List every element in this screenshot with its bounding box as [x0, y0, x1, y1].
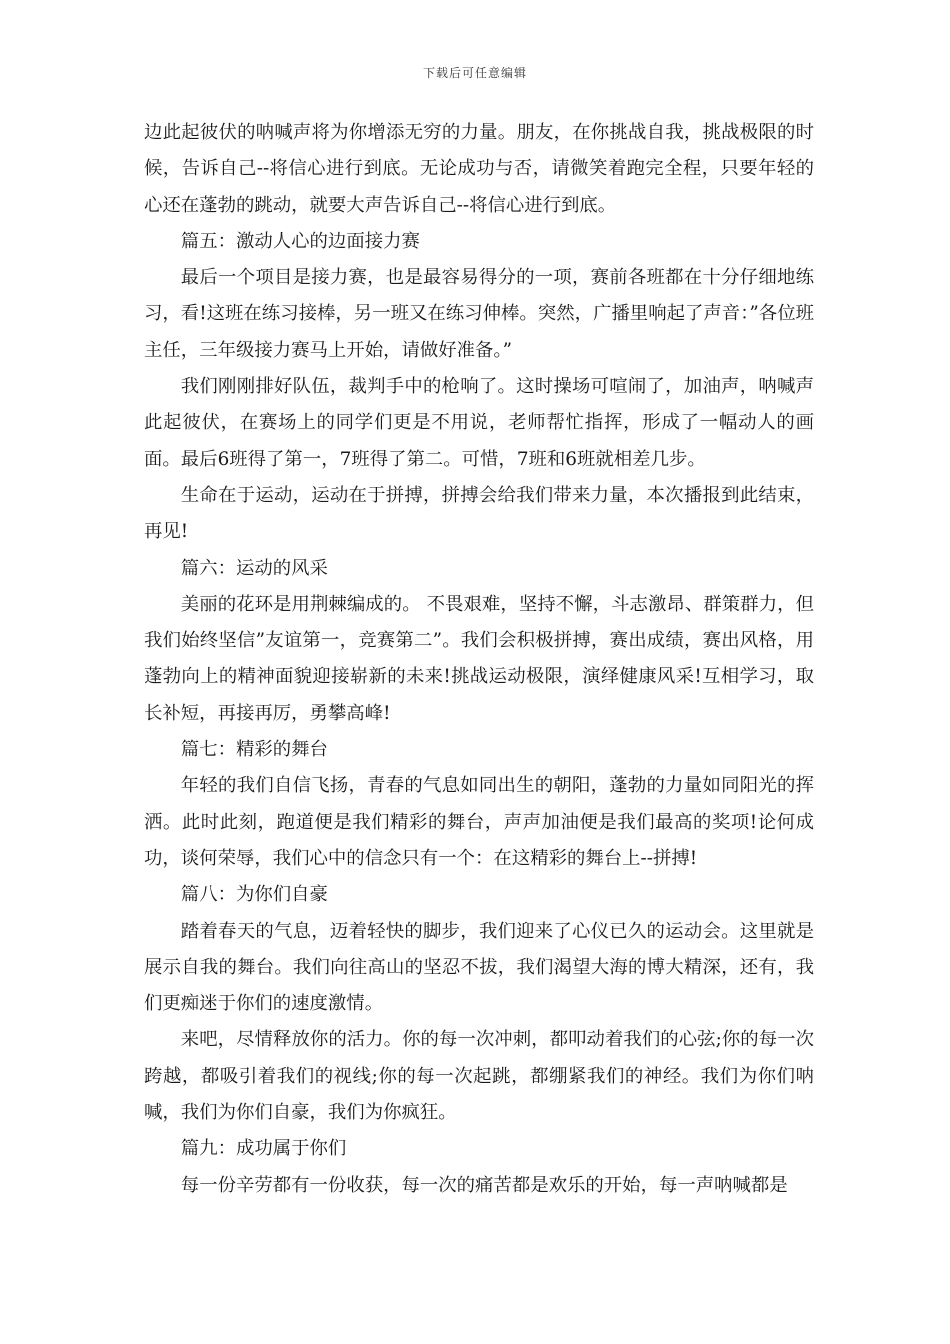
section-heading: 篇九：成功属于你们 [180, 1138, 347, 1160]
paragraph: 每一份辛劳都有一份收获，每一次的痛苦都是欢乐的开始，每一声呐喊都是 [180, 1174, 788, 1196]
paragraph: 最后一个项目是接力赛，也是最容易得分的一项，赛前各班都在十分仔细地练习，看!这班在练习接棒，另一班又在练习伸棒。突然，广播里响起了声音：”各位班主任，三年级接力赛马上开始，请做好准备。” [144, 267, 814, 361]
paragraph: 我们刚刚排好队伍，裁判手中的枪响了。这时操场可喧闹了，加油声，呐喊声此起彼伏，在赛场上的同学们更是不用说，老师帮忙指挥，形成了一幅动人的画面。最后6班得了第一，7班得了第二。可惜，7班和6班就相差几步。 [144, 376, 814, 470]
page-header-note: 下载后可任意编辑 [422, 66, 527, 80]
section-heading: 篇八：为你们自豪 [180, 884, 328, 906]
paragraph: 踏着春天的气息，迈着轻快的脚步，我们迎来了心仪已久的运动会。这里就是展示自我的舞台。我们向往高山的坚忍不拔，我们渴望大海的博大精深，还有，我们更痴迷于你们的速度激情。 [144, 920, 814, 1015]
section-heading: 篇五：激动人心的边面接力赛 [180, 230, 420, 252]
section-heading: 篇七：精彩的舞台 [180, 739, 328, 761]
paragraph: 美丽的花环是用荆棘编成的。 不畏艰难，坚持不懈，斗志激昂、群策群力，但我们始终坚信”友谊第一，竞赛第二”。我们会积极拼搏，赛出成绩，赛出风格，用蓬勃向上的精神面貌迎接崭新的未来!挑战运动极限，演绎健康风采!互相学习，取长补短，再接再厉，勇攀高峰! [144, 593, 814, 724]
section-heading: 篇六：运动的风采 [180, 557, 328, 579]
document-body [144, 115, 814, 1204]
paragraph: 来吧，尽情释放你的活力。你的每一次冲刺，都叩动着我们的心弦;你的每一次跨越，都吸引着我们的视线;你的每一次起跳，都绷紧我们的神经。我们为你们呐喊，我们为你们自豪，我们为你疯狂。 [144, 1029, 814, 1124]
paragraph: 年轻的我们自信飞扬，青春的气息如同出生的朝阳，蓬勃的力量如同阳光的挥洒。此时此刻，跑道便是我们精彩的舞台，声声加油便是我们最高的奖项!论何成功，谈何荣辱，我们心中的信念只有一个：在这精彩的舞台上--拼搏! [144, 775, 814, 869]
paragraph: 生命在于运动，运动在于拼搏，拼搏会给我们带来力量，本次播报到此结束，再见! [144, 484, 814, 543]
paragraph: 边此起彼伏的呐喊声将为你增添无穷的力量。朋友，在你挑战自我，挑战极限的时候，告诉自己--将信心进行到底。无论成功与否，请微笑着跑完全程，只要年轻的心还在蓬勃的跳动，就要大声告诉自己--将信心进行到底。 [144, 122, 814, 216]
